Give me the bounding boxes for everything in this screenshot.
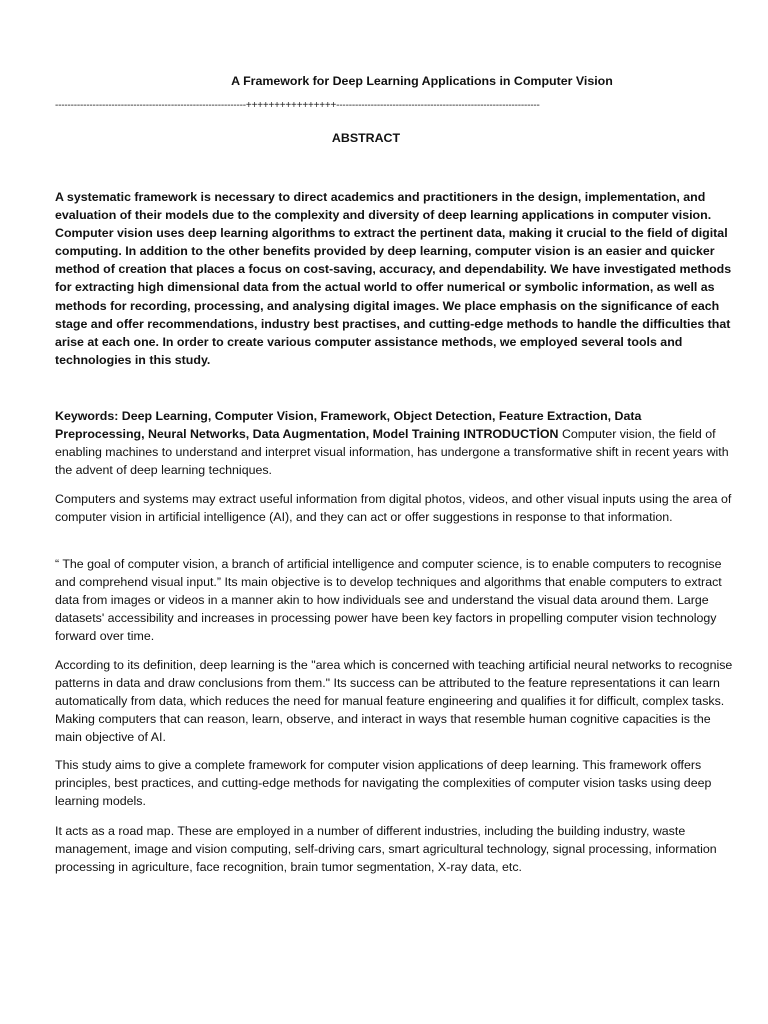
body-paragraph: Computers and systems may extract useful information from digital photos, videos, and other visual inputs using the area of computer vision in artificial intelligence (AI), and they can act or offer suggestions in response to that information. (55, 492, 732, 525)
body-paragraph: This study aims to give a complete framework for computer vision applications of deep learning. This framework offers principles, best practices, and cutting-edge methods for navigating the complexities of computer vision tasks using deep learning models. (55, 758, 712, 809)
introduction-text: Computer vision, the field of enabling machines to understand and interpret visual information, has undergone a transformative shift in recent years with the advent of deep learning techniques. (55, 427, 729, 478)
title-separator: -------------------------------------------------------------++++++++++++++++----------------------------------------------------------------- (55, 100, 540, 111)
body-paragraph: It acts as a road map. These are employed in a number of different industries, including the building industry, waste management, image and vision computing, self-driving cars, smart agricultural technology, signal processing, information processing in agriculture, face recognition, brain tumor segmentation, X-ray data, etc. (55, 824, 717, 875)
body-paragraph: “ The goal of computer vision, a branch of artificial intelligence and computer science, is to enable computers to recognise and comprehend visual input.” Its main objective is to develop techniques and algorithms that enable computers to extract data from images or videos in a manner akin to how individuals see and understand the visual data around them. Large datasets' accessibility and increases in processing power have been key factors in propelling computer vision technology forward over time. (55, 557, 722, 644)
abstract-paragraph: A systematic framework is necessary to direct academics and practitioners in the design, implementation, and evaluation of their models due to the complexity and diversity of deep learning applications in computer vision. Computer vision uses deep learning algorithms to extract the pertinent data, making it crucial to the field of digital computing. In addition to the other benefits provided by deep learning, computer vision is an easier and quicker method of creation that places a focus on cost-saving, accuracy, and dependability. We have investigated methods for extracting high dimensional data from the actual world to offer numerical or symbolic information, as well as methods for recording, processing, and analysing digital images. We place emphasis on the significance of each stage and offer recommendations, industry best practises, and cutting-edge methods to handle the difficulties that arise at each one. In order to create various computer assistance methods, we employed several tools and technologies in this study. (55, 190, 732, 367)
keywords-label: Keywords: Deep Learning, Computer Vision, Framework, Object Detection, Feature Extraction, Data Preprocessing, Neural Networks, Data Augmentation, Model Training INTRODUCTİON (55, 409, 642, 442)
keywords-paragraph (55, 407, 733, 479)
body-paragraph: According to its definition, deep learning is the "area which is concerned with teaching artificial neural networks to recognise patterns in data and draw conclusions from them." Its success can be attributed to the feature representations it can learn automatically from data, which reduces the need for manual feature engineering and qualifies it for difficult, complex tasks. Making computers that can reason, learn, observe, and interact in ways that resemble human cognitive capacities is the main objective of AI. (55, 658, 733, 745)
abstract-heading: ABSTRACT (331, 131, 401, 145)
document-title: A Framework for Deep Learning Applications in Computer Vision (231, 74, 613, 88)
